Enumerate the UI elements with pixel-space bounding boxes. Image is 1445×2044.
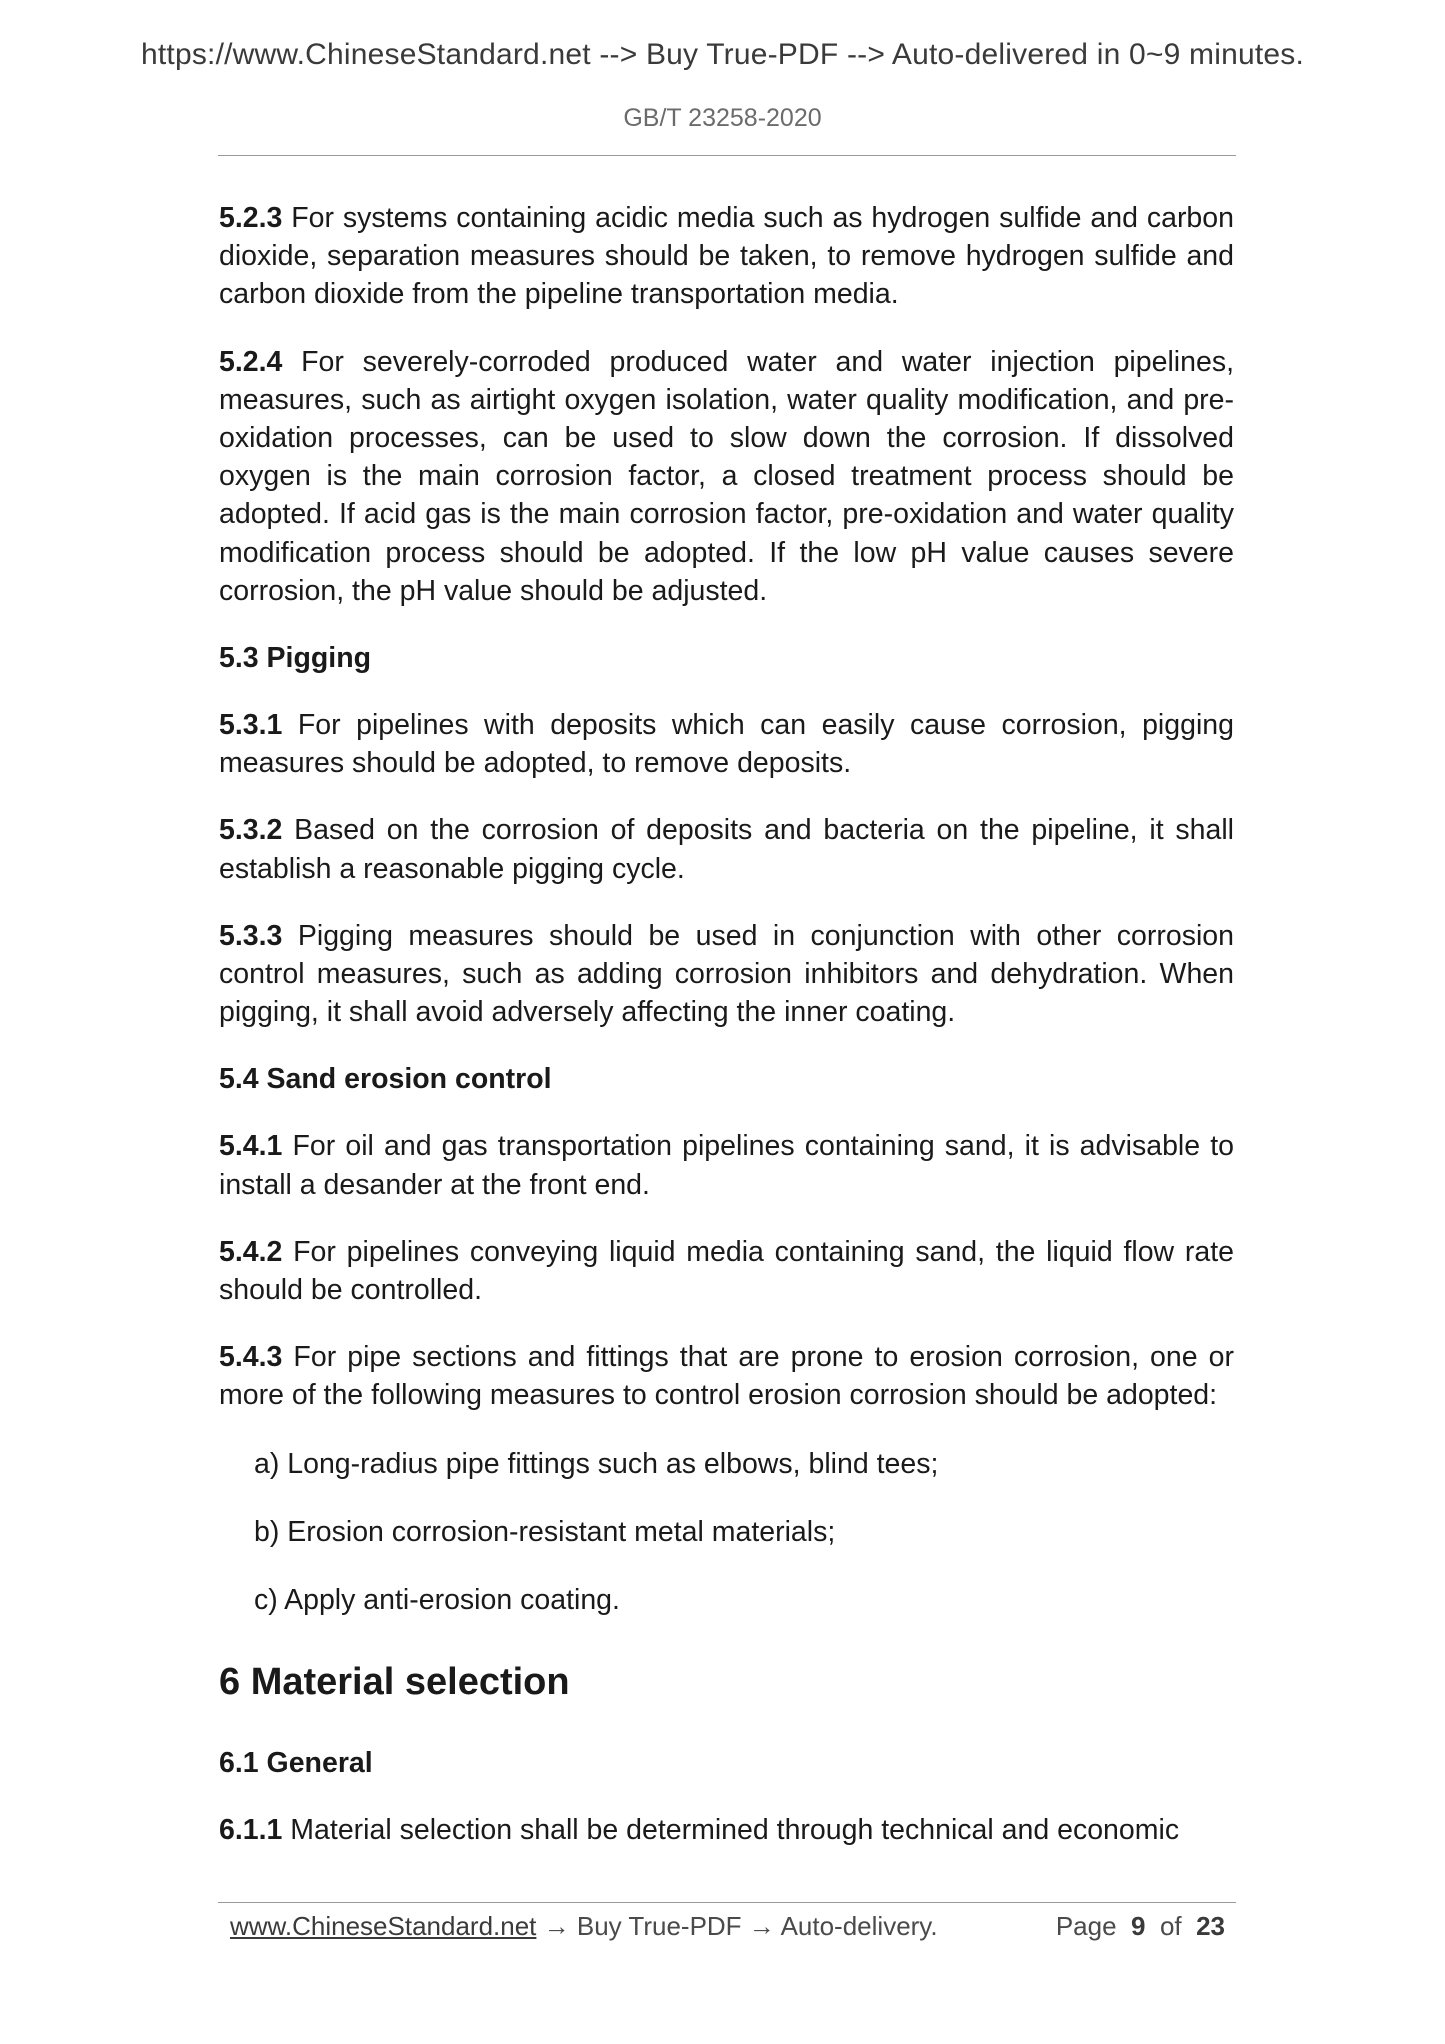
header-divider — [218, 155, 1236, 156]
clause-5-2-4 — [219, 343, 1234, 610]
heading-6-1: 6.1 General — [219, 1747, 373, 1780]
heading-6: 6 Material selection — [219, 1661, 570, 1704]
footer-link[interactable]: www.ChineseStandard.net — [230, 1911, 537, 1941]
clause-6-1-1 — [219, 1811, 1234, 1849]
list-item: b) Erosion corrosion-resistant metal materials; — [254, 1515, 836, 1548]
page-word: Page — [1055, 1911, 1117, 1941]
clause-number: 5.2.3 — [219, 202, 283, 234]
clause-5-3-3 — [219, 917, 1234, 1032]
clause-text: Material selection shall be determined through technical and economic — [282, 1814, 1180, 1847]
clause-number: 5.4.1 — [219, 1130, 283, 1163]
clause-text: For pipelines with deposits which can easily cause corrosion, pigging measures should be adopted, to remove deposits. — [219, 709, 1234, 780]
clause-number: 5.3.2 — [219, 814, 283, 847]
page-number — [1056, 1906, 1225, 1946]
clause-5-2-3 — [219, 199, 1234, 314]
clause-text: For oil and gas transportation pipelines containing sand, it is advisable to install a desander at the front end. — [219, 1130, 1234, 1201]
clause-5-3-2 — [219, 811, 1234, 887]
page-content — [219, 199, 1234, 1849]
clause-number: 5.3.1 — [219, 709, 283, 742]
clause-5-4-3 — [219, 1338, 1234, 1414]
clause-text: Based on the corrosion of deposits and bacteria on the pipeline, it shall establish a reasonable pigging cycle. — [219, 814, 1234, 885]
clause-number: 5.3.3 — [219, 919, 283, 952]
clause-number: 5.2.4 — [219, 345, 283, 378]
list-item: a) Long-radius pipe fittings such as elbows, blind tees; — [254, 1447, 939, 1480]
clause-text: For pipe sections and fittings that are prone to erosion corrosion, one or more of the following measures to control erosion corrosion should be adopted: — [219, 1341, 1234, 1412]
footer-promo-text: → Buy True-PDF → Auto-delivery. — [536, 1911, 938, 1941]
clause-text: For systems containing acidic media such as hydrogen sulfide and carbon dioxide, separation measures should be taken, to remove hydrogen sulfide and carbon dioxide from the pipeline transportation media. — [219, 202, 1234, 311]
document-code: GB/T 23258-2020 — [623, 104, 822, 132]
list-item: c) Apply anti-erosion coating. — [254, 1584, 620, 1617]
footer-promo — [230, 1906, 938, 1946]
of-word: of — [1159, 1911, 1182, 1941]
clause-number: 6.1.1 — [219, 1814, 283, 1847]
clause-text: For severely-corroded produced water and water injection pipelines, measures, such as airtight oxygen isolation, water quality modification, and pre-oxidation processes, can be used to slow down the corrosion. If dissolved oxygen is the main corrosion factor, a closed treatment process should be adopted. If acid gas is the main corrosion factor, pre-oxidation and water quality modification process should be adopted. If the low pH value causes severe corrosion, the pH value should be adjusted. — [219, 345, 1234, 607]
clause-number: 5.4.3 — [219, 1341, 283, 1374]
clause-text: For pipelines conveying liquid media containing sand, the liquid flow rate should be controlled. — [219, 1235, 1234, 1307]
clause-5-3-1 — [219, 706, 1234, 782]
footer-divider — [218, 1902, 1236, 1903]
clause-5-4-1 — [219, 1127, 1234, 1203]
heading-5-3: 5.3 Pigging — [219, 642, 372, 675]
heading-5-4: 5.4 Sand erosion control — [219, 1063, 552, 1096]
page-total: 23 — [1196, 1911, 1225, 1941]
clause-number: 5.4.2 — [219, 1235, 283, 1268]
clause-5-4-2 — [219, 1233, 1234, 1309]
clause-text: Pigging measures should be used in conjunction with other corrosion control measures, such as adding corrosion inhibitors and dehydration. When pigging, it shall avoid adversely affecting the inner coating. — [219, 919, 1234, 1029]
source-banner: https://www.ChineseStandard.net --> Buy True-PDF --> Auto-delivered in 0~9 minutes. — [141, 38, 1304, 71]
page-current: 9 — [1131, 1911, 1146, 1941]
page-footer — [230, 1906, 1225, 1946]
